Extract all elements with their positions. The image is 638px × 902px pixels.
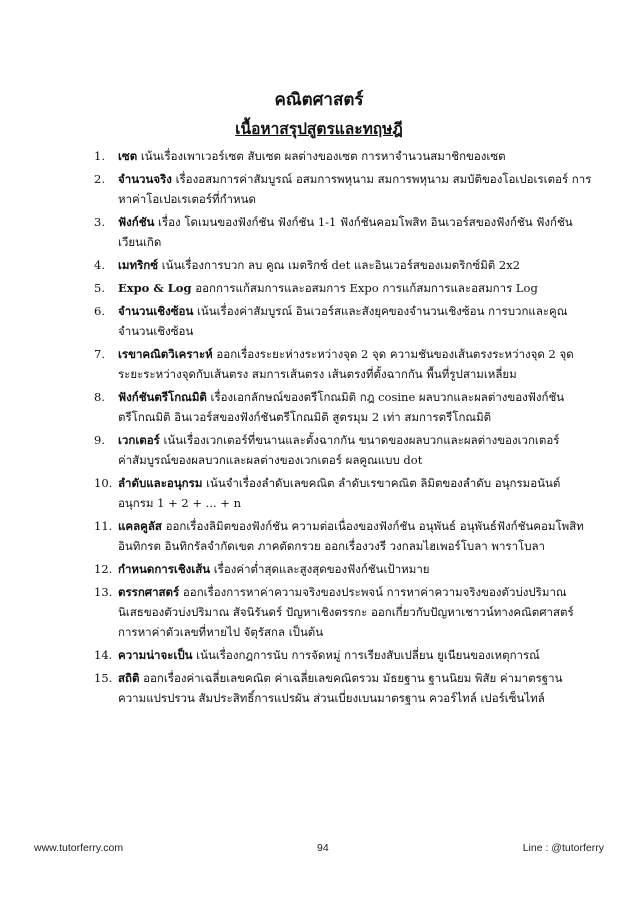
item-number: 1. xyxy=(94,149,105,163)
item-body xyxy=(118,473,594,513)
item-body xyxy=(118,278,594,298)
item-body xyxy=(118,559,594,579)
footer-line-id: Line : @tutorferry xyxy=(522,842,604,854)
item-term: เวกเตอร์ xyxy=(118,433,160,447)
item-body xyxy=(118,645,594,665)
item-term: เรขาคณิตวิเคราะห์ xyxy=(118,347,213,361)
footer-page-number: 94 xyxy=(317,842,329,854)
item-description: เน้นเรื่องกฎการนับ การจัดหมู่ การเรียงสับเปลี่ยน ยูเนียนของเหตุการณ์ xyxy=(196,648,540,662)
item-term: ตรรกศาสตร์ xyxy=(118,585,180,599)
item-description: ออกเรื่องลิมิตของฟังก์ชัน ความต่อเนื่องของฟังก์ชัน อนุพันธ์ อนุพันธ์ฟังก์ชันคอมโพสิท อินทิกรต อินทิกรัลจำกัดเขต ภาคตัดกรวย ออกเรื่องวงรี วงกลมไฮเพอร์โบลา พาราโบลา xyxy=(118,519,584,553)
list-item xyxy=(94,146,594,166)
list-item xyxy=(94,668,594,708)
item-body xyxy=(118,212,594,252)
item-description: เน้นเรื่องเวกเตอร์ที่ขนานและตั้งฉากกัน ขนาดของผลบวกและผลต่างของเวกเตอร์ ค่าสัมบูรณ์ของผลบวกและผลต่างของเวกเตอร์ ผลคูณแบบ dot xyxy=(118,433,560,467)
item-body xyxy=(118,255,594,275)
list-item xyxy=(94,255,594,275)
topic-list xyxy=(94,146,594,711)
list-item xyxy=(94,212,594,252)
item-body xyxy=(118,582,594,642)
item-description: ออกการแก้สมการและอสมการ Expo การแก้สมการและอสมการ Log xyxy=(195,281,538,295)
list-item xyxy=(94,582,594,642)
list-item xyxy=(94,430,594,470)
list-item xyxy=(94,516,594,556)
item-body xyxy=(118,516,594,556)
item-description: เน้นเรื่องเพาเวอร์เซต สับเซต ผลต่างของเซต การหาจำนวนสมาชิกของเซต xyxy=(140,149,506,163)
item-description: ออกเรื่องค่าเฉลี่ยเลขคณิต ค่าเฉลี่ยเลขคณิตรวม มัธยฐาน ฐานนิยม พิสัย ค่ามาตรฐาน ความแปรปรวน สัมประสิทธิ์การแปรผัน ส่วนเบี่ยงเบนมาตรฐาน ควอร์ไทล์ เปอร์เซ็นไทล์ xyxy=(118,671,563,705)
item-body xyxy=(118,430,594,470)
item-description: เน้นจำเรื่องลำดับเลขคณิต ลำดับเรขาคณิต ลิมิตของลำดับ อนุกรมอนันต์ อนุกรม 1 + 2 + ... + n xyxy=(118,476,561,510)
item-term: จำนวนเชิงซ้อน xyxy=(118,304,194,318)
item-number: 3. xyxy=(94,215,105,229)
item-number: 9. xyxy=(94,433,105,447)
item-number: 4. xyxy=(94,258,105,272)
list-item xyxy=(94,559,594,579)
item-number: 13. xyxy=(94,585,113,599)
page-subtitle: เนื้อหาสรุปสูตรและทฤษฎี xyxy=(235,119,403,138)
list-item xyxy=(94,387,594,427)
item-term: สถิติ xyxy=(118,671,140,685)
item-description: เรื่องเอกลักษณ์ของตรีโกณมิติ กฎ cosine ผลบวกและผลต่างของฟังก์ชันตรีโกณมิติ อินเวอร์สของฟังก์ชันตรีโกณมิติ สูตรมุม 2 เท่า สมการตรีโกณมิติ xyxy=(118,390,565,424)
item-body xyxy=(118,344,594,384)
list-item xyxy=(94,473,594,513)
list-item xyxy=(94,169,594,209)
item-description: เรื่องอสมการค่าสัมบูรณ์ อสมการพหุนาม สมการพหุนาม สมบัติของโอเปอเรเตอร์ การหาค่าโอเปอเรเตอร์ที่กำหนด xyxy=(118,172,592,206)
item-description: เรื่องค่าต่ำสุดและสูงสุดของฟังก์ชันเป้าหมาย xyxy=(213,562,430,576)
item-number: 11. xyxy=(94,519,113,533)
item-number: 5. xyxy=(94,281,105,295)
item-body xyxy=(118,146,594,166)
item-term: ลำดับและอนุกรม xyxy=(118,476,203,490)
page-footer xyxy=(34,842,604,854)
item-body xyxy=(118,301,594,341)
item-term: เซต xyxy=(118,149,138,163)
item-number: 12. xyxy=(94,562,113,576)
item-term: แคลคูลัส xyxy=(118,519,162,533)
item-description: ออกเรื่องการหาค่าความจริงของประพจน์ การหาค่าความจริงของตัวบ่งปริมาณ นิเสธของตัวบ่งปริมาณ สัจนิรันดร์ ปัญหาเชิงตรรกะ ออกเกี่ยวกับปัญหาเชาวน์ทางคณิตศาสตร์ การหาค่าตัวเลขที่หายไป จัตุรัสกล เป็นต้น xyxy=(118,585,574,639)
item-term: ฟังก์ชันตรีโกณมิติ xyxy=(118,390,207,404)
list-item xyxy=(94,301,594,341)
item-term: จำนวนจริง xyxy=(118,172,172,186)
list-item xyxy=(94,278,594,298)
item-body xyxy=(118,169,594,209)
item-number: 2. xyxy=(94,172,105,186)
item-description: ออกเรื่องระยะห่างระหว่างจุด 2 จุด ความชันของเส้นตรงระหว่างจุด 2 จุด ระยะระหว่างจุดกับเส้นตรง สมการเส้นตรง เส้นตรงที่ตั้งฉากกัน พื้นที่รูปสามเหลี่ยม xyxy=(118,347,574,381)
item-body xyxy=(118,387,594,427)
item-term: ฟังก์ชัน xyxy=(118,215,155,229)
item-number: 8. xyxy=(94,390,105,404)
item-term: เมทริกซ์ xyxy=(118,258,159,272)
item-description: เน้นเรื่องค่าสัมบูรณ์ อินเวอร์สและสังยุคของจำนวนเชิงซ้อน การบวกและคูณจำนวนเชิงซ้อน xyxy=(118,304,568,338)
item-body xyxy=(118,668,594,708)
item-term: กำหนดการเชิงเส้น xyxy=(118,562,211,576)
item-number: 10. xyxy=(94,476,113,490)
page-title: คณิตศาสตร์ xyxy=(274,90,364,110)
item-description: เรื่อง โดเมนของฟังก์ชัน ฟังก์ชัน 1-1 ฟังก์ชันคอมโพสิท อินเวอร์สของฟังก์ชัน ฟังก์ชันเวียนเกิด xyxy=(118,215,573,249)
item-number: 15. xyxy=(94,671,113,685)
footer-website-link[interactable]: www.tutorferry.com xyxy=(34,842,124,854)
item-term: Expo & Log xyxy=(118,281,192,295)
item-number: 7. xyxy=(94,347,105,361)
item-description: เน้นเรื่องการบวก ลบ คูณ เมตริกซ์ det และอินเวอร์สของเมตริกซ์มิติ 2x2 xyxy=(161,258,521,272)
list-item xyxy=(94,344,594,384)
list-item xyxy=(94,645,594,665)
item-number: 6. xyxy=(94,304,105,318)
item-term: ความน่าจะเป็น xyxy=(118,648,193,662)
item-number: 14. xyxy=(94,648,113,662)
